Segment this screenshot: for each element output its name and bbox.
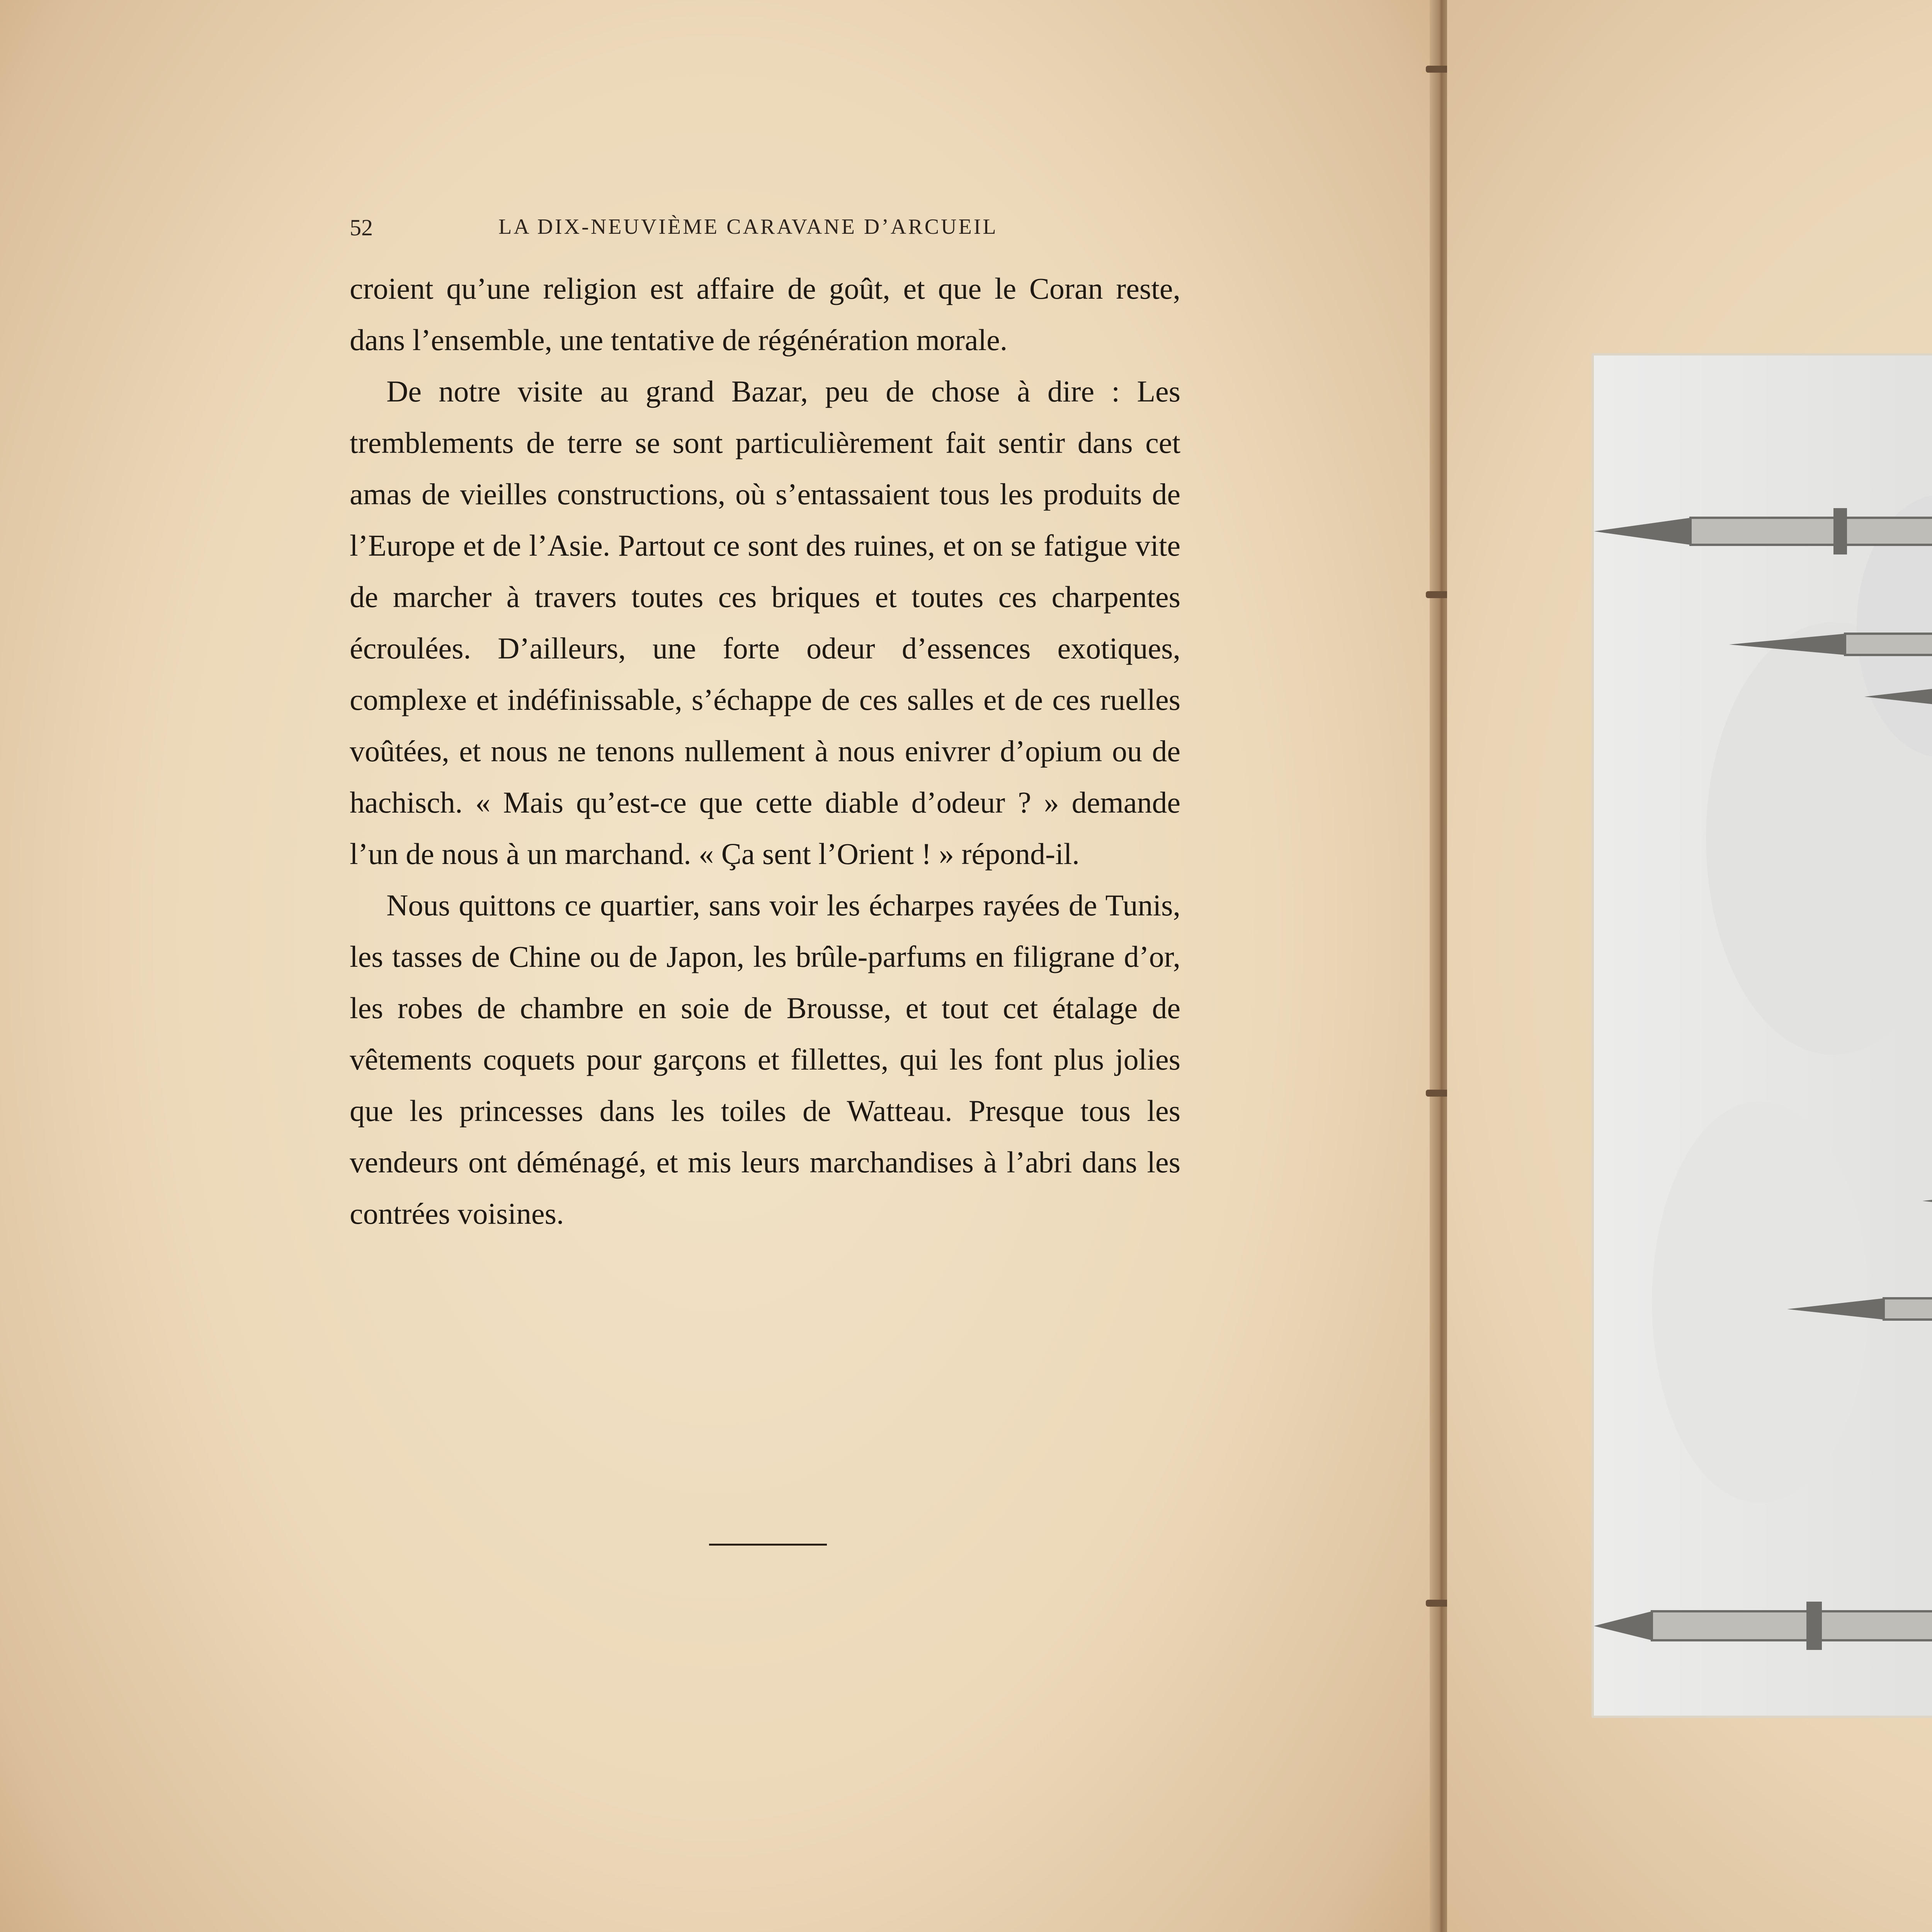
- mosque-photograph: [1594, 355, 1932, 1716]
- paragraph-1: croient qu’une religion est affaire de goût, et que le Coran reste, dans l’ensemble, une tentative de régénération morale.: [350, 272, 1180, 357]
- page-number: 52: [350, 215, 373, 240]
- paragraph-3: Nous quittons ce quartier, sans voir les écharpes rayées de Tunis, les tasses de Chine ou de Japon, les brûle-parfums en filigrane d’or, les robes de chambre en soie de Brousse, et tout cet étalage de vêtements coquets pour garçons et fillettes, qui les font plus jolies que les princesses dans les toiles de Watteau. Presque tous les vendeurs ont déménagé, et mis leurs marchandises à l’abri dans les contrées voisines.: [350, 888, 1180, 1230]
- running-head-title: LA DIX-NEUVIÈME CARAVANE D’ARCUEIL: [498, 215, 998, 239]
- section-end-rule: [709, 1544, 827, 1546]
- mosque-photograph-image: [1594, 355, 1932, 1716]
- running-head: [350, 214, 1184, 245]
- body-text: [350, 263, 1180, 1239]
- paragraph-2: De notre visite au grand Bazar, peu de chose à dire : Les tremblements de terre se sont particulièrement fait sentir dans cet amas de vieilles constructions, où s’entassaient tous les produits de l’Europe et de l’Asie. Partout ce sont des ruines, et on se fatigue vite de marcher à travers toutes ces briques et toutes ces charpentes écroulées. D’ailleurs, une forte odeur d’essences exotiques, complexe et indéfinissable, s’échappe de ces salles et de ces ruelles voûtées, et nous ne tenons nullement à nous enivrer d’opium ou de hachisch. « Mais qu’est-ce que cette diable d’odeur ? » demande l’un de nous à un marchand. « Ça sent l’Orient ! » répond-il.: [350, 374, 1180, 871]
